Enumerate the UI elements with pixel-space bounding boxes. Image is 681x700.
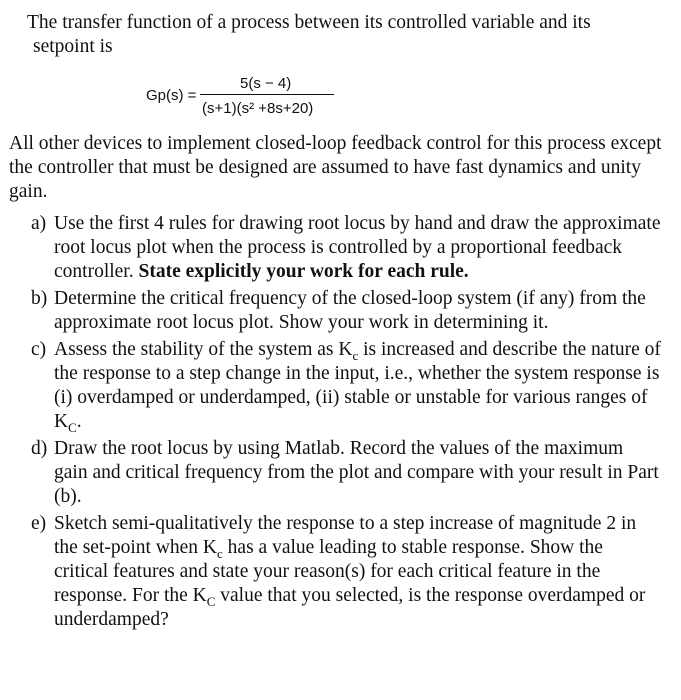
question-list <box>31 212 661 632</box>
subscript: C <box>206 593 216 609</box>
question-e <box>31 512 661 632</box>
question-c <box>31 338 661 434</box>
question-text: Use the first 4 rules for drawing root locus by hand and draw the approximate root locus plot when the process is controlled by a proportional feedback controller. <box>54 213 661 282</box>
subscript: c <box>217 545 223 561</box>
equation-numerator: 5(s − 4) <box>240 75 292 92</box>
question-emphasis: State explicitly your work for each rule. <box>138 261 469 282</box>
question-label: a) <box>31 213 47 234</box>
intro-line-2: setpoint is <box>33 36 113 57</box>
intro-line-1: The transfer function of a process between its controlled variable and its <box>27 12 591 33</box>
question-d <box>31 437 661 509</box>
question-label: c) <box>31 339 47 360</box>
subscript: c <box>352 347 359 363</box>
fraction-bar <box>200 94 334 95</box>
problem-description: All other devices to implement closed-loop feedback control for this process except the controller that must be designed are assumed to have fast dynamics and unity gain. <box>9 133 662 202</box>
question-text: value that you selected, is the response overdamped or underdamped? <box>54 585 646 630</box>
question-text: Determine the critical frequency of the closed-loop system (if any) from the approximate root locus plot. Show your work in determining it. <box>54 288 646 333</box>
transfer-function-equation <box>146 72 346 116</box>
question-label: e) <box>31 513 47 534</box>
equation-denominator: (s+1)(s² +8s+20) <box>202 100 314 117</box>
question-text: . <box>76 411 82 432</box>
question-label: d) <box>31 438 48 459</box>
question-text: Assess the stability of the system as K <box>54 339 353 360</box>
equation-lhs: Gp(s) = <box>146 87 197 104</box>
question-text: is increased and describe the nature of the response to a step change in the input, i.e., whether the system response is (i) overdamped or underdamped, (ii) stable or unstable for various ranges of K <box>54 339 661 432</box>
question-label: b) <box>31 288 48 309</box>
subscript: C <box>68 419 77 435</box>
question-a <box>31 212 661 284</box>
question-text: Draw the root locus by using Matlab. Record the values of the maximum gain and critical frequency from the plot and compare with your result in Part (b). <box>54 438 659 507</box>
question-b <box>31 287 661 335</box>
problem-intro <box>27 11 667 59</box>
question-text: has a value leading to stable response. Show the critical features and state your reason(s) for each critical feature in the response. For the K <box>54 537 603 606</box>
question-text: Sketch semi-qualitatively the response to a step increase of magnitude 2 in the set-point when K <box>54 513 637 558</box>
